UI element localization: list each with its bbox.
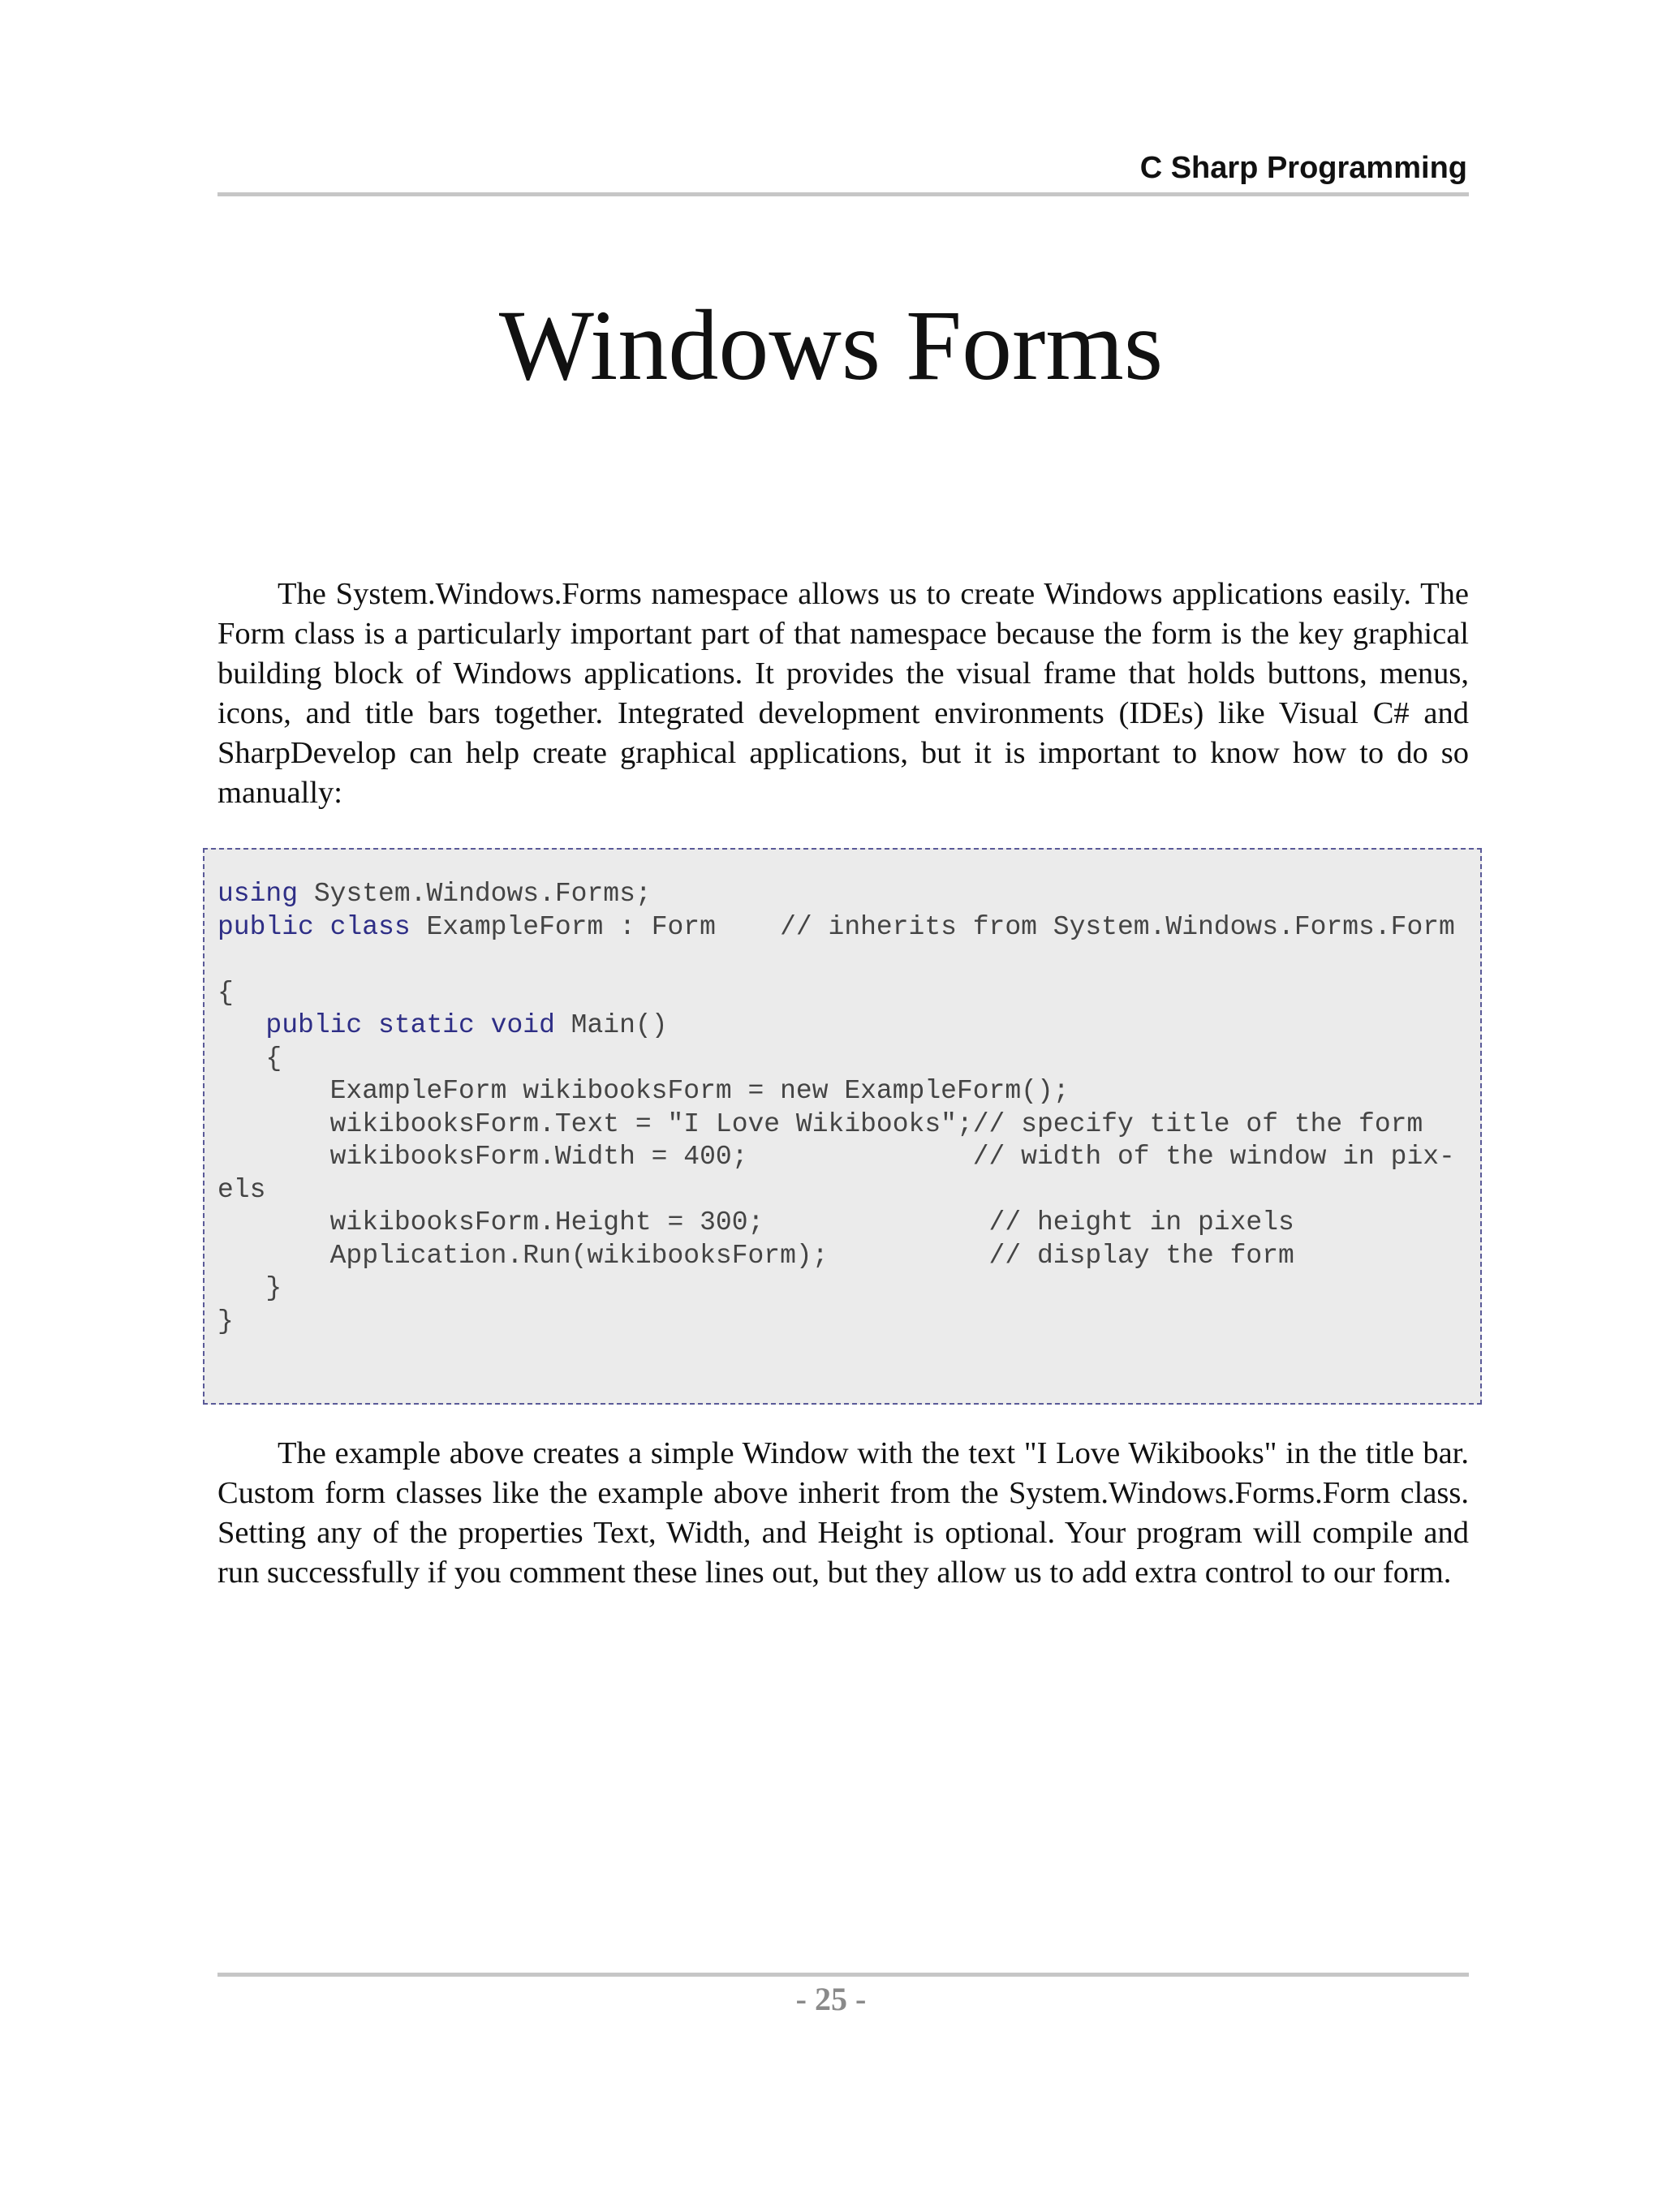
code-line <box>217 1108 1455 1142</box>
code-keyword: using <box>217 879 299 909</box>
code-text: els <box>217 1174 266 1205</box>
code-line <box>217 1075 1455 1108</box>
code-line <box>217 1174 1455 1207</box>
code-text: Main() <box>554 1010 668 1040</box>
header-rule <box>217 192 1469 196</box>
code-keyword: public class <box>217 911 411 942</box>
code-text: wikibooksForm.Height = 300; // height in pixels <box>217 1207 1294 1237</box>
running-header-title: C Sharp Programming <box>1139 151 1467 185</box>
code-line <box>217 1009 1455 1043</box>
code-text: { <box>217 977 234 1008</box>
code-line <box>217 878 1455 911</box>
code-line <box>217 1272 1455 1306</box>
intro-paragraph: The System.Windows.Forms namespace allows us to create Windows applications easily. The Form class is a particularly important part of that namespace because the form is the key graphical building block of Windows applications. It provides the visual frame that holds buttons, menus, icons, and title bars together. Integrated development environments (IDEs) like Visual C# and SharpDevelop can help create graphical applications, but it is important to know how to do so manually: <box>217 577 1469 810</box>
code-line <box>217 977 1455 1010</box>
code-text: { <box>217 1043 282 1074</box>
code-text: Application.Run(wikibooksForm); // display the form <box>217 1240 1294 1271</box>
code-text: } <box>217 1306 234 1336</box>
code-text: wikibooksForm.Text = "I Love Wikibooks";// specify title of the form <box>217 1108 1423 1139</box>
page-number: - 25 - <box>795 1981 867 2017</box>
footer-rule <box>217 1973 1469 1977</box>
code-text: System.Windows.Forms; <box>298 879 652 909</box>
code-line-blank <box>217 944 1455 977</box>
code-text: wikibooksForm.Width = 400; // width of the window in pix- <box>217 1142 1455 1172</box>
code-line <box>217 1043 1455 1076</box>
code-text: ExampleForm : Form // inherits from System.Windows.Forms.Form <box>410 911 1455 942</box>
code-line <box>217 911 1455 945</box>
code-text: } <box>217 1273 282 1303</box>
code-listing-box <box>203 848 1482 1405</box>
code-keyword: public static void <box>217 1010 555 1040</box>
code-line <box>217 1306 1455 1339</box>
code-line <box>217 1207 1455 1240</box>
chapter-title: Windows Forms <box>498 290 1164 401</box>
code-listing <box>217 878 1455 1338</box>
code-line <box>217 1141 1455 1174</box>
explanation-paragraph: The example above creates a simple Window with the text "I Love Wikibooks" in the title bar. Custom form classes like the example above inherit from the System.Windows.Forms.Form class. Setting any of the properties Text, Width, and Height is optional. Your program will compile and run successfully if you comment these lines out, but they allow us to add extra control to our form. <box>217 1436 1469 1590</box>
code-line <box>217 1240 1455 1273</box>
code-text: ExampleForm wikibooksForm = new ExampleForm(); <box>217 1076 1070 1106</box>
